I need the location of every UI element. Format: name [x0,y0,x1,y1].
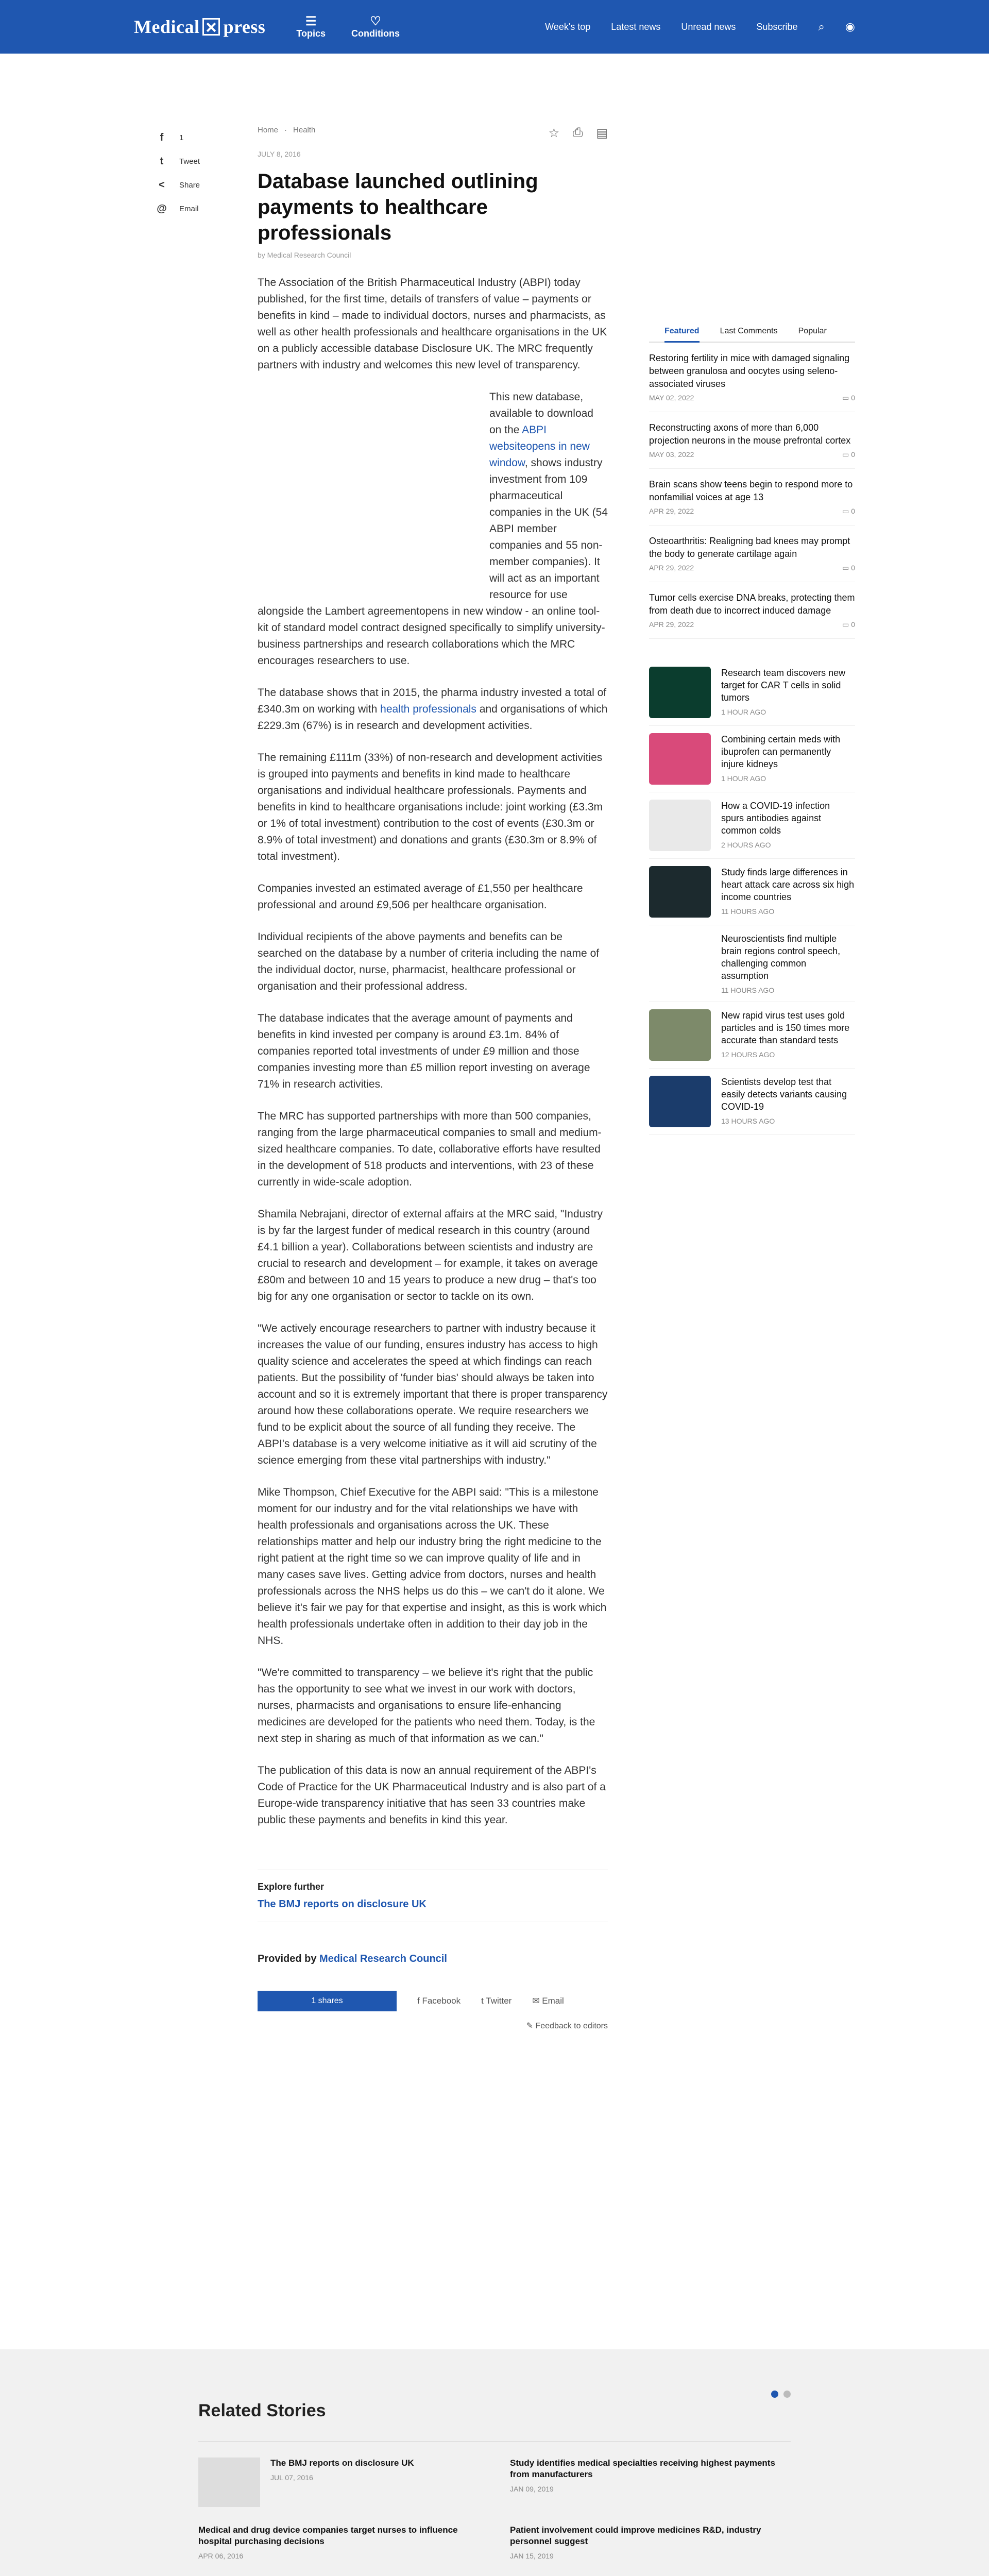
related-story-date: JAN 09, 2019 [510,2485,554,2493]
news-thumbnail[interactable] [649,1076,711,1127]
featured-list [649,343,855,639]
featured-item-title[interactable]: Brain scans show teens begin to respond more to nonfamilial voices at age 13 [649,479,853,502]
feedback-label: Feedback to editors [535,2022,608,2030]
email-icon: @ [157,202,167,214]
paragraph: "We actively encourage researchers to partner with industry because it increases the value of our funding, ensures industry has access to high quality science and accelerates the speed at which findings can reach patients. But the possibility of 'funder bias' should always be taken into account and so it is extremely important that there is proper transparency around how these collaborations operate. We require researchers we fund to be explicit about the source of all funding they receive. The ABPI's database is a very welcome initiative as it will aid scrutiny of the science emerging from these vital partnerships with industry." [258,1323,608,1466]
latest-news-item[interactable] [649,1002,855,1069]
article-body [258,275,608,1828]
share-tweet[interactable] [155,149,216,173]
related-story-title[interactable]: Medical and drug device companies target nurses to influence hospital purchasing decisions [198,2525,458,2546]
latest-news-item[interactable] [649,925,855,1002]
comment-count [842,620,855,629]
latest-news-item[interactable] [649,859,855,925]
paragraph: The publication of this data is now an annual requirement of the ABPI's Code of Practice for the UK Pharmaceutical Industry and is also part of a Europe-wide transparency initiative that has seen 33 countries make public these payments and benefits in kind this year. [258,1765,606,1826]
latest-list [649,659,855,1135]
carousel-dot-active[interactable] [771,2391,778,2398]
latest-news-title[interactable]: Study finds large differences in heart attack care across six high income countries [721,867,855,902]
health-professionals-link[interactable]: health professionals [380,703,476,715]
twitter-icon: t [160,155,164,167]
featured-item-meta [649,620,855,629]
featured-item-date: APR 29, 2022 [649,620,694,629]
article-column [258,126,608,2031]
nav-subscribe[interactable]: Subscribe [756,21,798,32]
site-logo[interactable] [134,16,265,38]
tab-last-comments[interactable]: Last Comments [720,327,778,335]
nav-latest-news[interactable]: Latest news [611,21,661,32]
hamburger-icon: ☰ [305,14,317,28]
twitter-share-link[interactable] [481,1996,511,2006]
featured-item-title[interactable]: Restoring fertility in mice with damaged signaling between granulosa and oocytes using seleno-associated viruses [649,353,850,389]
related-story[interactable] [198,2524,479,2562]
comment-icon: ▭ [842,564,851,572]
paragraph [258,685,608,734]
related-story-date: JAN 15, 2019 [510,2552,554,2560]
breadcrumb-health[interactable]: Health [293,126,316,134]
featured-item-meta [649,564,855,572]
latest-news-title[interactable]: Neuroscientists find multiple brain regions control speech, challenging common assumption [721,934,841,981]
print-icon[interactable]: ⎙ [573,126,583,140]
paragraph-with-figure [258,389,608,669]
feedback-to-editors[interactable] [258,2021,608,2031]
comment-count [842,394,855,402]
comment-count-value: 0 [851,450,855,459]
latest-news-title[interactable]: How a COVID-19 infection spurs antibodies against common colds [721,801,830,836]
carousel-dots [771,2391,791,2398]
explore-further [258,1870,608,1922]
share-share-label: Share [179,180,200,190]
share-share[interactable] [155,173,216,197]
comment-icon: ▭ [842,620,851,629]
comment-count [842,507,855,516]
paragraph: Mike Thompson, Chief Executive for the ABPI said: "This is a milestone moment for our industry and for the vital relationships we have with health professionals and organisations across the UK. These relationships matter and help our industry bring the right medicine to the right patient at the right time so we can improve quality of life and in many cases save lives. Getting advice from doctors, nurses and health professionals across the NHS helps us do this – we can't do it alone. We believe it's fair we pay for that expertise and insight, as this is work which health professionals undertake often in addition to their day job in the NHS. [258,1486,607,1647]
share-email[interactable] [155,197,216,221]
comment-count-value: 0 [851,394,855,402]
share-facebook[interactable] [155,126,216,149]
news-thumbnail[interactable] [649,733,711,785]
latest-news-title[interactable]: Scientists develop test that easily detects variants causing COVID-19 [721,1077,847,1112]
latest-news-time: 2 HOURS AGO [721,841,771,849]
latest-news-title[interactable]: Research team discovers new target for CAR T cells in solid tumors [721,668,846,703]
explore-further-heading: Explore further [258,1882,325,1892]
featured-item[interactable] [649,469,855,526]
featured-item-date: MAY 02, 2022 [649,394,694,402]
latest-news-item[interactable] [649,792,855,859]
topics-label: Topics [296,28,326,39]
related-story-date: APR 06, 2016 [198,2552,244,2560]
tab-popular[interactable]: Popular [798,327,827,335]
provider-link[interactable]: Medical Research Council [319,1953,447,1964]
latest-news-title[interactable]: New rapid virus test uses gold particles and is 150 times more accurate than standard tests [721,1010,850,1045]
tab-featured[interactable]: Featured [664,327,700,343]
featured-item-date: APR 29, 2022 [649,507,694,515]
twitter-label: Twitter [486,1996,512,2006]
latest-news-time: 1 HOUR AGO [721,774,766,783]
news-thumbnail[interactable] [649,866,711,918]
feedback-icon: ✎ [526,2022,536,2030]
shares-button[interactable]: 1 shares [258,1991,397,2011]
featured-item-title[interactable]: Tumor cells exercise DNA breaks, protecting them from death due to incorrect induced damage [649,592,855,616]
paragraph-text: The database shows that in 2015, the pharma industry invested a total of £340.3m on working with [258,687,607,715]
article-title: Database launched outlining payments to healthcare professionals [258,170,538,244]
related-story[interactable] [510,2458,791,2507]
related-story-title[interactable]: Study identifies medical specialties receiving highest payments from manufacturers [510,2458,775,2479]
logo-x-icon [202,18,220,36]
twitter-icon: t [481,1996,486,2006]
nav-unread-news[interactable]: Unread news [681,21,736,32]
featured-item[interactable] [649,343,855,412]
share-facebook-count: 1 [179,133,184,142]
comment-count [842,450,855,459]
latest-news-title[interactable]: Combining certain meds with ibuprofen can permanently injure kidneys [721,734,841,769]
news-thumbnail[interactable] [649,800,711,851]
provided-by-prefix: Provided by [258,1953,320,1964]
related-story-thumbnail[interactable] [198,2458,260,2507]
related-story[interactable] [198,2458,479,2507]
related-stories-section [0,2349,989,2576]
breadcrumb-separator: · [284,126,287,134]
breadcrumb-home[interactable]: Home [258,126,279,134]
paragraph-text: and organisations of which £229.3m (67%) is in research and development activities. [258,703,608,732]
share-row [258,1991,608,2011]
email-label: Email [542,1996,564,2006]
paragraph: Companies invested an estimated average of £1,550 per healthcare professional and around £9,506 per healthcare organisation. [258,883,583,911]
latest-news-time: 11 HOURS AGO [721,907,775,916]
comment-icon: ▭ [842,507,851,515]
paragraph: The remaining £111m (33%) of non-research and development activities is grouped into payments and benefits in kind made to healthcare organisations and individual healthcare professionals. Payments and benefits in kind to healthcare organisations include: joint working (£3.3m or 1% of total investment) contribution to the cost of events (£30.3m or 8.9% of total investment) and donations and grants (£30.3m or 8.9% of total investment). [258,752,603,862]
paragraph: The MRC has supported partnerships with more than 500 companies, ranging from the large pharmaceutical companies to small and medium-sized healthcare companies. To date, collaborative efforts have resulted in the development of 518 products and interventions, with 23 of these currently in wide-scale adoption. [258,1110,602,1188]
featured-item[interactable] [649,412,855,469]
sidebar [649,126,855,1135]
conditions-label: Conditions [351,28,400,39]
facebook-share-link[interactable] [417,1996,461,2006]
user-icon[interactable]: ◉ [845,20,855,33]
featured-item-date: MAY 03, 2022 [649,450,694,459]
news-thumbnail[interactable] [649,667,711,718]
featured-item-meta [649,450,855,459]
paragraph: Individual recipients of the above payments and benefits can be searched on the database by a number of criteria including the name of the individual doctor, nurse, pharmacist, healthcare professional or organisation and their professional address. [258,931,600,992]
related-stories-heading: Related Stories [198,2401,326,2420]
bookmark-star-icon[interactable]: ☆ [548,126,560,140]
logo-text-left: Medical [134,16,200,37]
article-date: JULY 8, 2016 [258,150,301,158]
comment-icon: ▭ [842,450,851,459]
news-thumbnail[interactable] [649,1009,711,1061]
paragraph-text: , shows industry investment from 109 pharmaceutical companies in the UK (54 ABPI member companies and 55 non-member companies). It will act as an important resource for use alongside the Lambert agreementopens in new window - an online tool-kit of standard model contract designed specifically to simplify university-business partnerships and research collaborations which the MRC encourages researchers to use. [258,457,608,667]
featured-item-date: APR 29, 2022 [649,564,694,572]
comment-count-value: 0 [851,507,855,515]
paragraph-text: This new database, available to download on the [489,391,593,436]
email-share-link[interactable] [532,1996,564,2006]
comment-icon: ▭ [842,394,851,402]
topics-menu-button[interactable] [296,15,326,39]
facebook-icon: f [160,131,164,143]
related-story-date: JUL 07, 2016 [270,2473,313,2482]
featured-item-meta [649,394,855,402]
featured-item-meta [649,507,855,516]
featured-item[interactable] [649,526,855,582]
latest-news-time: 11 HOURS AGO [721,986,775,994]
abpi-website-link[interactable]: ABPI websiteopens in new window [489,424,590,469]
latest-news-time: 12 HOURS AGO [721,1050,775,1059]
related-stories-grid [198,2442,791,2576]
featured-item[interactable] [649,582,855,639]
share-rail [155,126,216,221]
explore-further-link[interactable]: The BMJ reports on disclosure UK [258,1899,608,1922]
paragraph: "We're committed to transparency – we believe it's right that the public has the opportunity to see what we invest in our work with doctors, nurses, pharmacists and organisations to ensure life-enhancing medicines are developed for the patients who need them. Today, is the next step in sharing as much of that information as we can." [258,1667,595,1744]
related-story-title[interactable]: Patient involvement could improve medicines R&D, industry personnel suggest [510,2525,761,2546]
top-navigation-bar [0,0,989,54]
facebook-label: Facebook [422,1996,461,2006]
share-email-label: Email [179,204,199,213]
logo-text-right: press [223,16,266,37]
news-thumbnail[interactable] [649,933,711,984]
latest-news-time: 13 HOURS AGO [721,1117,775,1125]
related-story-title[interactable]: The BMJ reports on disclosure UK [270,2458,414,2468]
article-image-space [258,392,474,588]
latest-news-time: 1 HOUR AGO [721,708,766,716]
comment-count-value: 0 [851,620,855,629]
latest-news-item[interactable] [649,659,855,726]
featured-item-title[interactable]: Osteoarthritis: Realigning bad knees may prompt the body to generate cartilage again [649,536,850,559]
conditions-menu-button[interactable] [351,15,400,39]
article-tools [549,126,608,141]
sidebar-tabs [649,321,855,343]
paragraph: The database indicates that the average amount of payments and benefits in kind invested per company is around £3.1m. 84% of companies reported total investments of under £9 million and those companies investing more than £5 million report investing on average 71% in research activities. [258,1012,590,1090]
comment-count-value: 0 [851,564,855,572]
provided-by [258,1953,608,1965]
paragraph: Shamila Nebrajani, director of external affairs at the MRC said, "Industry is by far the largest funder of medical research in this country (around £4.1 billion a year). Collaborations between scientists and industry are crucial to research and development – for example, it takes on average £80m and between 10 and 15 years to produce a new drug – that's too big for any one organisation or sector to tackle on its own. [258,1208,603,1302]
latest-news-item[interactable] [649,1069,855,1135]
related-story[interactable] [510,2524,791,2562]
share-icon: < [159,179,165,191]
nav-weeks-top[interactable]: Week's top [545,21,591,32]
latest-news-item[interactable] [649,726,855,792]
featured-item-title[interactable]: Reconstructing axons of more than 6,000 projection neurons in the mouse prefrontal cortex [649,422,851,446]
heart-pulse-icon: ♡ [370,14,381,28]
comment-count [842,564,855,572]
pdf-icon[interactable]: ▤ [596,126,608,140]
facebook-icon: f [417,1996,422,2006]
email-icon: ✉ [532,1996,542,2006]
carousel-dot[interactable] [783,2391,791,2398]
search-icon[interactable]: ⌕ [818,20,825,33]
article-byline: by Medical Research Council [258,251,351,259]
paragraph: The Association of the British Pharmaceutical Industry (ABPI) today published, for the first time, details of transfers of value – payments or benefits in kind – made to individual doctors, nurses and pharmacists, as well as other health professionals and healthcare organisations in the UK on a publicly accessible database Disclosure UK. The MRC frequently partners with industry and welcomes this new level of transparency. [258,277,607,371]
share-tweet-label: Tweet [179,157,200,166]
